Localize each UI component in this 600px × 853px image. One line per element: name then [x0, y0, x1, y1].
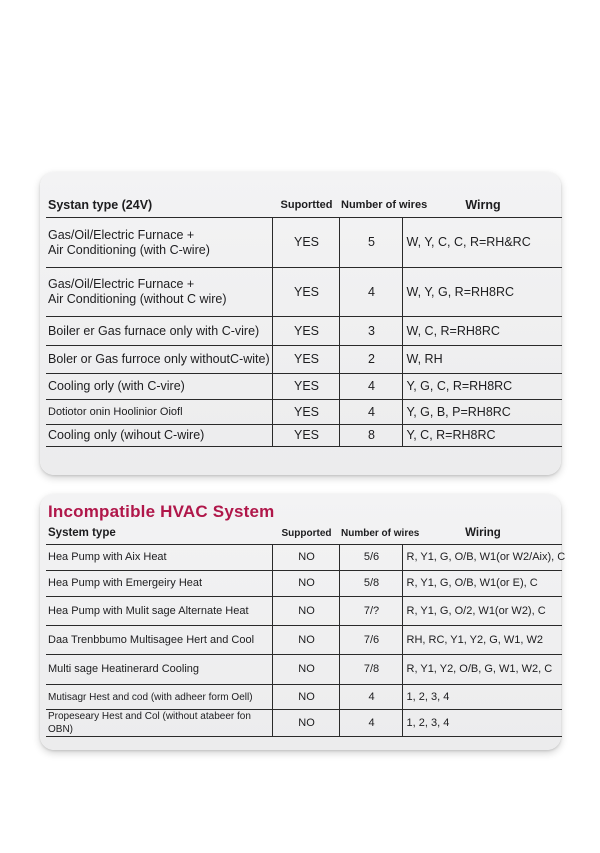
table-row: [46, 425, 562, 447]
wires-cell: 7/?: [339, 597, 402, 626]
system-type-cell: Hea Pump with Mulit sage Alternate Heat: [46, 597, 272, 626]
table-row: [46, 545, 562, 571]
supported-cell: NO: [272, 545, 339, 571]
wiring-cell: RH, RC, Y1, Y2, G, W1, W2: [402, 626, 562, 655]
system-type-cell: Hea Pump with Emergeiry Heat: [46, 571, 272, 597]
system-type-cell: Mutisagr Hest and cod (with adheer form Oell): [46, 685, 272, 710]
table-header-row: [46, 522, 562, 545]
table-row: [46, 655, 562, 685]
wiring-cell: Y, G, B, P=RH8RC: [402, 400, 562, 425]
system-type-line: Air Conditioning (without C wire): [48, 292, 227, 306]
header-supported: Suportted: [280, 198, 333, 211]
wires-cell: 7/8: [339, 655, 402, 685]
table-row: [46, 626, 562, 655]
wiring-cell: R, Y1, G, O/B, W1(or E), C: [402, 571, 562, 597]
wires-cell: 5/8: [339, 571, 402, 597]
header-system-type: System type: [48, 527, 116, 539]
wires-cell: 2: [339, 346, 402, 374]
incompatible-systems-table: [46, 522, 566, 737]
supported-cell: NO: [272, 626, 339, 655]
table-row: [46, 268, 562, 317]
system-type-cell: Daa Trenbbumo Multisagee Hert and Cool: [46, 626, 272, 655]
header-wiring: Wiring: [465, 527, 501, 539]
wires-cell: 4: [339, 374, 402, 400]
wires-cell: 4: [339, 685, 402, 710]
table-header-row: [46, 192, 562, 218]
wires-cell: 3: [339, 317, 402, 346]
table-row: [46, 685, 562, 710]
system-type-cell: Propeseary Hest and Col (without atabeer fon OBN): [46, 710, 272, 737]
wiring-cell: 1, 2, 3, 4: [402, 710, 562, 737]
header-wiring: Wirng: [465, 197, 501, 212]
wires-cell: 5/6: [339, 545, 402, 571]
supported-cell: NO: [272, 655, 339, 685]
wires-cell: 4: [339, 710, 402, 737]
supported-cell: NO: [272, 597, 339, 626]
system-type-cell: Cooling orly (with C-vire): [46, 374, 272, 400]
system-type-cell: Boler or Gas furroce only withoutC-wite): [46, 346, 272, 374]
supported-cell: YES: [272, 425, 339, 447]
system-type-line: Gas/Oil/Electric Furnace +: [48, 277, 195, 291]
header-wires: Number of wires: [341, 527, 420, 539]
system-type-cell: Cooling only (wihout C-wire): [46, 425, 272, 447]
table-row: [46, 317, 562, 346]
wires-cell: 4: [339, 268, 402, 317]
compatible-systems-card: [40, 172, 561, 475]
system-type-cell: Multi sage Heatinerard Cooling: [46, 655, 272, 685]
supported-cell: NO: [272, 710, 339, 737]
supported-cell: YES: [272, 268, 339, 317]
table-row: [46, 374, 562, 400]
supported-cell: YES: [272, 317, 339, 346]
system-type-cell: Hea Pump with Aix Heat: [46, 545, 272, 571]
wiring-cell: W, Y, G, R=RH8RC: [402, 268, 562, 317]
wiring-cell: R, Y1, Y2, O/B, G, W1, W2, C: [402, 655, 562, 685]
wiring-cell: W, RH: [402, 346, 562, 374]
supported-cell: NO: [272, 685, 339, 710]
supported-cell: YES: [272, 400, 339, 425]
system-type-cell: [46, 218, 272, 268]
header-wires: Number of wires: [341, 198, 428, 211]
system-type-line: Air Conditioning (with C-wire): [48, 242, 210, 257]
supported-cell: YES: [272, 374, 339, 400]
supported-cell: NO: [272, 571, 339, 597]
table-row: [46, 218, 562, 268]
header-system-type: Systan type (24V): [48, 197, 153, 212]
compatible-systems-table: [46, 192, 562, 447]
header-supported: Supported: [281, 527, 332, 539]
system-type-cell: [46, 268, 272, 317]
table-row: [46, 710, 562, 737]
supported-cell: YES: [272, 218, 339, 268]
system-type-cell: Boiler er Gas furnace only with C-vire): [46, 317, 272, 346]
wiring-cell: W, Y, C, C, R=RH&RC: [402, 218, 562, 268]
wiring-cell: R, Y1, G, O/2, W1(or W2), C: [402, 597, 562, 626]
table-row: [46, 400, 562, 425]
wires-cell: 4: [339, 400, 402, 425]
system-type-line: Gas/Oil/Electric Furnace +: [48, 227, 195, 242]
table-row: [46, 346, 562, 374]
wires-cell: 8: [339, 425, 402, 447]
incompatible-title: Incompatible HVAC System: [48, 502, 275, 521]
table-row: [46, 571, 562, 597]
table-row: [46, 597, 562, 626]
wiring-cell: Y, G, C, R=RH8RC: [402, 374, 562, 400]
wires-cell: 7/6: [339, 626, 402, 655]
wiring-cell: Y, C, R=RH8RC: [402, 425, 562, 447]
wiring-cell: 1, 2, 3, 4: [402, 685, 562, 710]
wires-cell: 5: [339, 218, 402, 268]
system-type-cell: Dotiotor onin Hoolinior Oiofl: [46, 400, 272, 425]
supported-cell: YES: [272, 346, 339, 374]
wiring-cell: W, C, R=RH8RC: [402, 317, 562, 346]
incompatible-systems-card: [40, 494, 566, 750]
wiring-cell: R, Y1, G, O/B, W1(or W2/Aix), C: [402, 545, 562, 571]
